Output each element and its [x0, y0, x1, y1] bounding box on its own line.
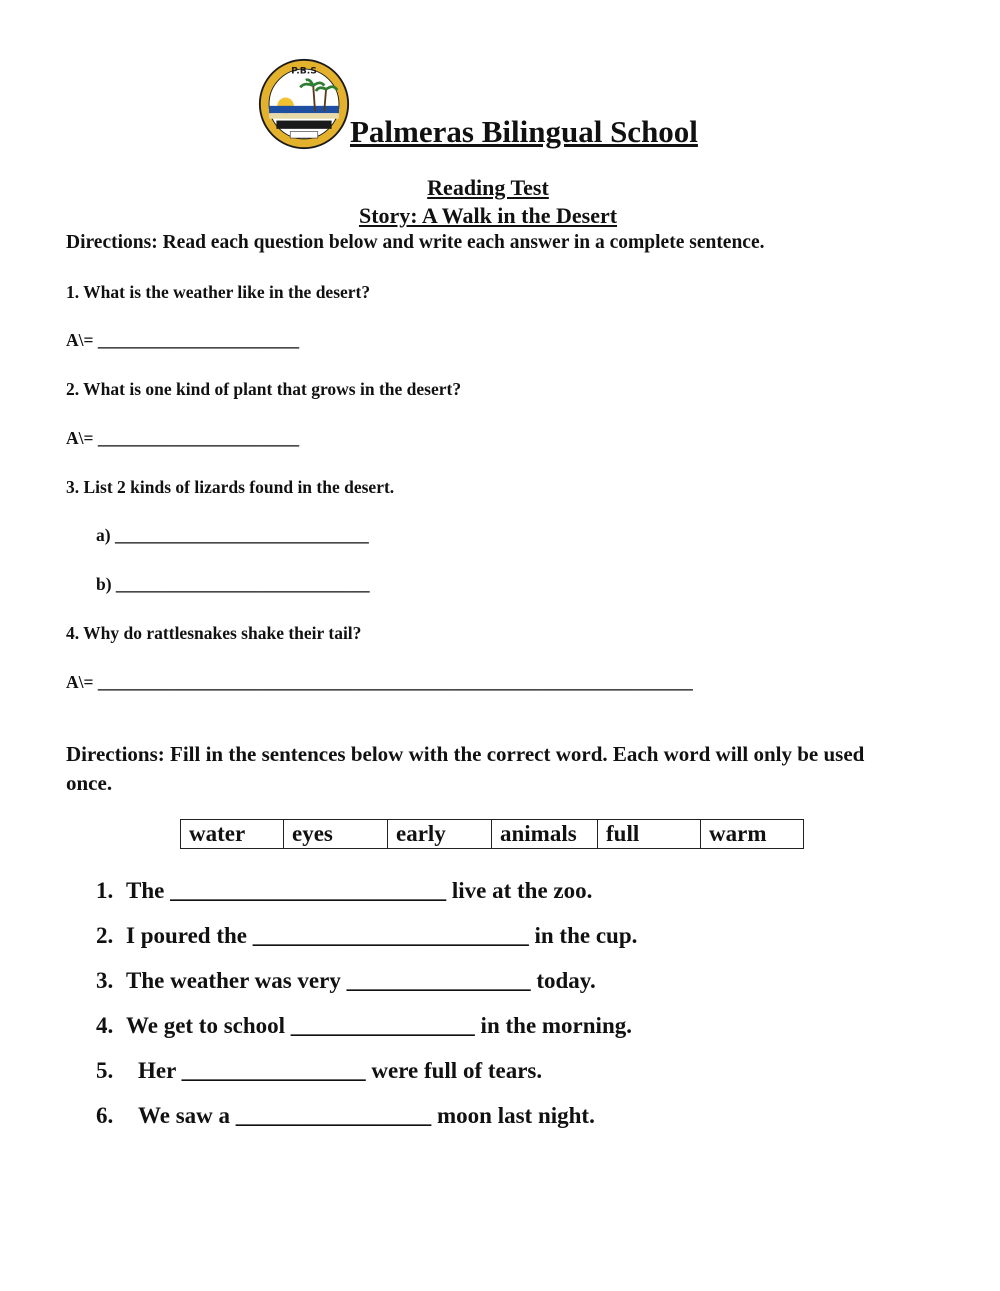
question-1: 1. What is the weather like in the desert? [66, 282, 371, 302]
word-bank-cell: water [181, 820, 284, 849]
answer-line-2[interactable]: A\= _______________________ [66, 428, 300, 448]
word-bank-cell: full [598, 820, 701, 849]
fill-sentence[interactable] [96, 878, 592, 904]
word-bank-cell: early [388, 820, 492, 849]
sentence-number: 3. [96, 968, 114, 993]
sentence-text: The ________________________ live at the zoo. [126, 878, 593, 903]
fill-sentence[interactable] [96, 1103, 595, 1129]
answer-line-1[interactable]: A\= _______________________ [66, 330, 300, 350]
answer-line-3a[interactable]: a) _____________________________ [96, 525, 369, 545]
school-logo [258, 58, 350, 150]
word-bank-cell: animals [492, 820, 598, 849]
sentence-text: The weather was very ________________ today. [126, 968, 596, 993]
question-2: 2. What is one kind of plant that grows in the desert? [66, 379, 462, 399]
sentence-number: 1. [96, 878, 114, 903]
sentence-text: Her ________________ were full of tears. [138, 1058, 543, 1083]
question-3: 3. List 2 kinds of lizards found in the desert. [66, 477, 395, 497]
svg-text:P.B.S: P.B.S [291, 65, 317, 77]
fill-sentence[interactable] [96, 923, 637, 949]
test-title: Reading Test [427, 175, 549, 200]
word-bank-cell: warm [701, 820, 804, 849]
word-bank-cell: eyes [284, 820, 388, 849]
fill-sentence[interactable] [96, 1013, 632, 1039]
word-bank [180, 819, 804, 849]
directions-part1: Directions: Read each question below and write each answer in a complete sentence. [66, 232, 765, 253]
sentence-text: We get to school ________________ in the morning. [126, 1013, 632, 1038]
sentence-number: 2. [96, 923, 114, 948]
fill-sentence[interactable] [96, 1058, 542, 1084]
answer-line-4[interactable]: A\= ____________________________________________________________________ [66, 672, 693, 692]
directions-part2: Directions: Fill in the sentences below with the correct word. Each word will only be used once. [66, 742, 865, 795]
sentence-number: 6. [96, 1103, 114, 1128]
sentence-text: I poured the ________________________ in the cup. [126, 923, 638, 948]
story-title: Story: A Walk in the Desert [358, 203, 618, 228]
answer-line-3b[interactable]: b) _____________________________ [96, 574, 370, 594]
question-4: 4. Why do rattlesnakes shake their tail? [66, 623, 362, 643]
sentence-number: 4. [96, 1013, 114, 1038]
sentence-text: We saw a _________________ moon last night. [138, 1103, 595, 1128]
fill-sentence[interactable] [96, 968, 596, 994]
school-name: Palmeras Bilingual School [350, 114, 698, 149]
sentence-number: 5. [96, 1058, 114, 1083]
